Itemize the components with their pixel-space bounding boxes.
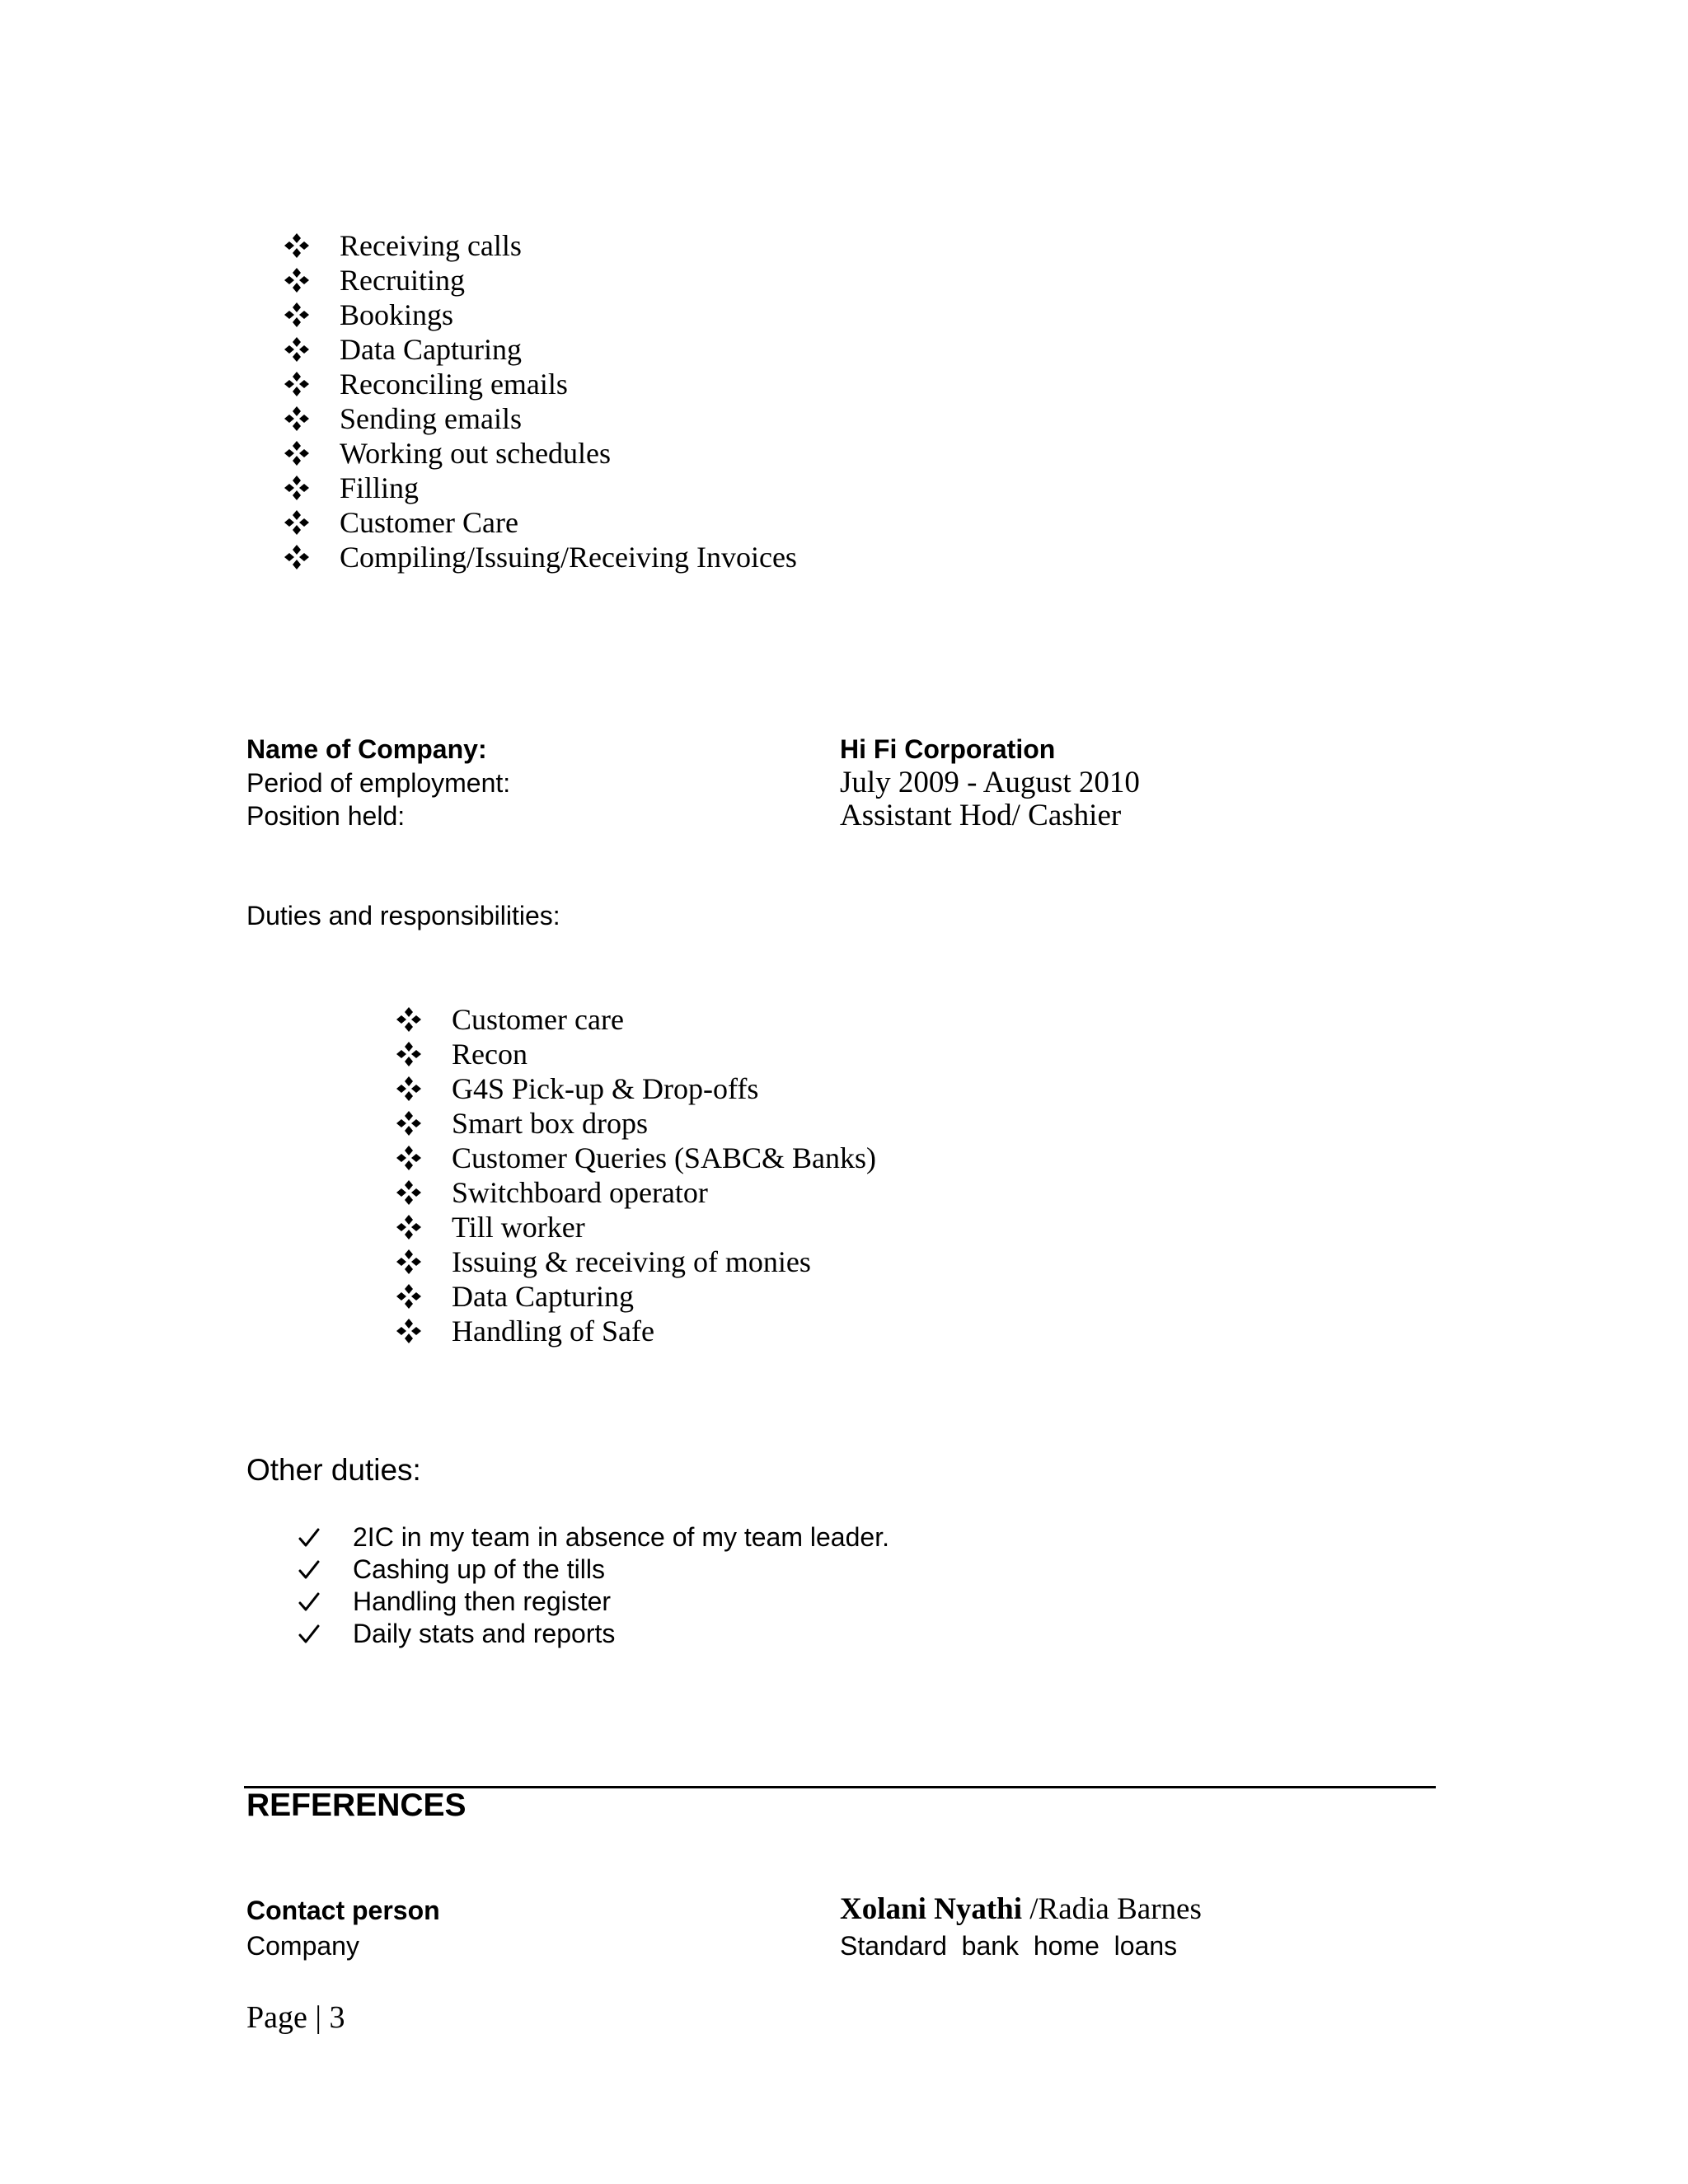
- check-icon: [298, 1624, 320, 1645]
- list-item: Customer care: [396, 1002, 876, 1037]
- diamond-bullet-icon: [396, 1249, 422, 1275]
- reference-company-label: Company: [246, 1931, 359, 1961]
- diamond-bullet-icon: [396, 1318, 422, 1344]
- list-item: Switchboard operator: [396, 1175, 876, 1210]
- diamond-bullet-icon: [396, 1145, 422, 1171]
- list-item: Recruiting: [284, 263, 797, 298]
- list-item: Smart box drops: [396, 1106, 876, 1141]
- diamond-bullet-icon: [284, 232, 310, 259]
- position-label: Position held:: [246, 801, 406, 831]
- references-heading: REFERENCES: [246, 1788, 467, 1823]
- page-number: Page | 3: [246, 2000, 345, 2035]
- diamond-bullet-icon: [396, 1110, 422, 1137]
- check-icon: [298, 1591, 320, 1613]
- list-item: Customer Queries (SABC& Banks): [396, 1141, 876, 1175]
- duties-list-2: [396, 1002, 876, 1348]
- list-item: Daily stats and reports: [298, 1618, 889, 1650]
- contact-name: Xolani Nyathi: [840, 1892, 1023, 1926]
- diamond-bullet-icon: [284, 371, 310, 397]
- list-item: Issuing & receiving of monies: [396, 1244, 876, 1279]
- contact-label: Contact person: [246, 1896, 440, 1925]
- diamond-bullet-icon: [396, 1179, 422, 1206]
- diamond-bullet-icon: [284, 475, 310, 501]
- list-item: Data Capturing: [284, 332, 797, 367]
- check-icon: [298, 1559, 320, 1581]
- company-value: Hi Fi Corporation: [840, 734, 1056, 764]
- diamond-bullet-icon: [396, 1041, 422, 1067]
- list-item: Cashing up of the tills: [298, 1554, 889, 1586]
- period-label: Period of employment:: [246, 768, 511, 798]
- list-item: Bookings: [284, 298, 797, 332]
- diamond-bullet-icon: [284, 267, 310, 293]
- diamond-bullet-icon: [284, 544, 310, 570]
- list-item: Till worker: [396, 1210, 876, 1244]
- period-value: July 2009 - August 2010: [840, 766, 1140, 799]
- list-item: Reconciling emails: [284, 367, 797, 401]
- duties-list-1: [284, 228, 797, 574]
- contact-alt-name: /Radia Barnes: [1022, 1892, 1202, 1926]
- diamond-bullet-icon: [396, 1076, 422, 1102]
- company-label: Name of Company:: [246, 734, 487, 764]
- diamond-bullet-icon: [284, 302, 310, 328]
- diamond-bullet-icon: [396, 1283, 422, 1310]
- list-item: Recon: [396, 1037, 876, 1071]
- diamond-bullet-icon: [284, 336, 310, 363]
- other-duties-list: [298, 1521, 889, 1650]
- position-value: Assistant Hod/ Cashier: [840, 799, 1122, 832]
- diamond-bullet-icon: [284, 509, 310, 536]
- check-icon: [298, 1527, 320, 1549]
- reference-company-value: Standard bank home loans: [840, 1931, 1178, 1961]
- list-item: Compiling/Issuing/Receiving Invoices: [284, 540, 797, 574]
- list-item: Receiving calls: [284, 228, 797, 263]
- list-item: Filling: [284, 471, 797, 505]
- list-item: Handling then register: [298, 1586, 889, 1618]
- list-item: Data Capturing: [396, 1279, 876, 1314]
- diamond-bullet-icon: [396, 1214, 422, 1240]
- list-item: Sending emails: [284, 401, 797, 436]
- list-item: 2IC in my team in absence of my team leader.: [298, 1521, 889, 1554]
- diamond-bullet-icon: [396, 1006, 422, 1033]
- list-item: Customer Care: [284, 505, 797, 540]
- diamond-bullet-icon: [284, 405, 310, 432]
- diamond-bullet-icon: [284, 440, 310, 466]
- list-item: Handling of Safe: [396, 1314, 876, 1348]
- other-duties-heading: Other duties:: [246, 1453, 421, 1487]
- list-item: Working out schedules: [284, 436, 797, 471]
- contact-value: [840, 1891, 1202, 1927]
- list-item: G4S Pick-up & Drop-offs: [396, 1071, 876, 1106]
- duties-label: Duties and responsibilities:: [246, 901, 560, 930]
